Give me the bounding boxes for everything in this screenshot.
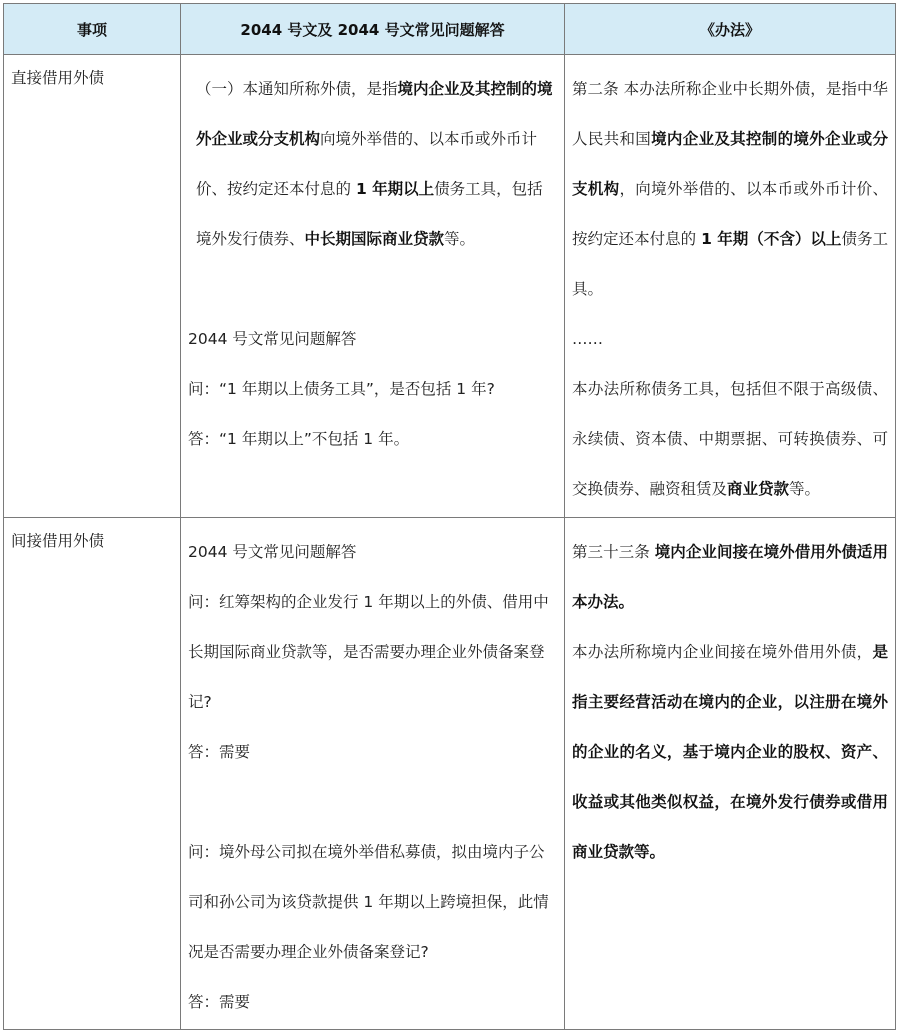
header-measures: 《办法》 [565, 4, 896, 55]
measures-article-33 [572, 527, 888, 627]
row-label-indirect [4, 518, 181, 1030]
spacer [188, 777, 557, 827]
bold-run: 境内企业及其控制的境外企业或分支机构 [196, 80, 553, 148]
notice-paragraph-1 [188, 64, 557, 264]
measures-indirect-definition [572, 627, 888, 877]
comparison-table [3, 3, 896, 1030]
text-run: 第二条 本办法所称企业中长期外债，是指中华人民共和国 [572, 80, 888, 148]
ellipsis: …… [572, 330, 603, 348]
text-run: 等。 [789, 480, 821, 498]
bold-run: 1 年期以上 [355, 180, 435, 198]
faq-question: 问：“1 年期以上债务工具”，是否包括 1 年? [188, 380, 495, 398]
cell-notice-indirect [181, 518, 565, 1030]
faq-question: 问：境外母公司拟在境外举借私募债，拟由境内子公司和孙公司为该贷款提供 1 年期以上跨境担保，此情况是否需要办理企业外债备案登记? [188, 843, 549, 961]
text-run: 等。 [444, 230, 476, 248]
measures-debt-instruments [572, 364, 888, 514]
faq-question: 问：红筹架构的企业发行 1 年期以上的外债、借用中长期国际商业贷款等，是否需要办理企业外债备案登记? [188, 593, 549, 711]
faq-answer: 答：需要 [188, 993, 251, 1011]
text-run: 向境外举借的、以本币或外币计价、按约定还本付息的 [196, 130, 538, 198]
bold-run: 境内企业及其控制的境外企业或分支机构 [572, 130, 888, 198]
table-row-direct [4, 55, 896, 518]
measures-article-2 [572, 64, 888, 314]
cell-measures-direct [565, 55, 896, 518]
header-item: 事项 [4, 4, 181, 55]
cell-measures-indirect [565, 518, 896, 1030]
table-row-indirect [4, 518, 896, 1030]
bold-run: 1 年期（不含）以上 [701, 230, 842, 248]
faq-title: 2044 号文常见问题解答 [188, 330, 357, 348]
text-run: 债务工具，包括境外发行债券、 [196, 180, 543, 248]
text-run: 本办法所称债务工具，包括但不限于高级债、永续债、资本债、中期票据、可转换债券、可交换债券、融资租赁及 [572, 380, 888, 498]
text-run: ，向境外举借的、以本币或外币计价、按约定还本付息的 [572, 180, 888, 248]
cell-notice-direct [181, 55, 565, 518]
faq-title: 2044 号文常见问题解答 [188, 543, 357, 561]
bold-run: 中长期国际商业贷款 [304, 230, 445, 248]
row-label-text: 直接借用外债 [11, 69, 105, 87]
text-run: 第三十三条 [572, 543, 655, 561]
header-notice-2044: 2044 号文及 2044 号文常见问题解答 [181, 4, 565, 55]
bold-run: 商业贷款 [727, 480, 790, 498]
text-run: （一）本通知所称外债，是指 [196, 80, 398, 98]
bold-run: 是指主要经营活动在境内的企业，以注册在境外的企业的名义，基于境内企业的股权、资产、收益或其他类似权益，在境外发行债券或借用商业贷款等。 [572, 643, 888, 861]
spacer [188, 264, 557, 314]
faq-answer: 答：“1 年期以上”不包括 1 年。 [188, 430, 410, 448]
text-run: 债务工具。 [572, 230, 888, 298]
bold-run: 境内企业间接在境外借用外债适用本办法。 [572, 543, 888, 611]
text-run: 本办法所称境内企业间接在境外借用外债， [572, 643, 873, 661]
faq-answer: 答：需要 [188, 743, 251, 761]
row-label-direct [4, 55, 181, 518]
row-label-text: 间接借用外债 [11, 532, 105, 550]
table-header-row [4, 4, 896, 55]
